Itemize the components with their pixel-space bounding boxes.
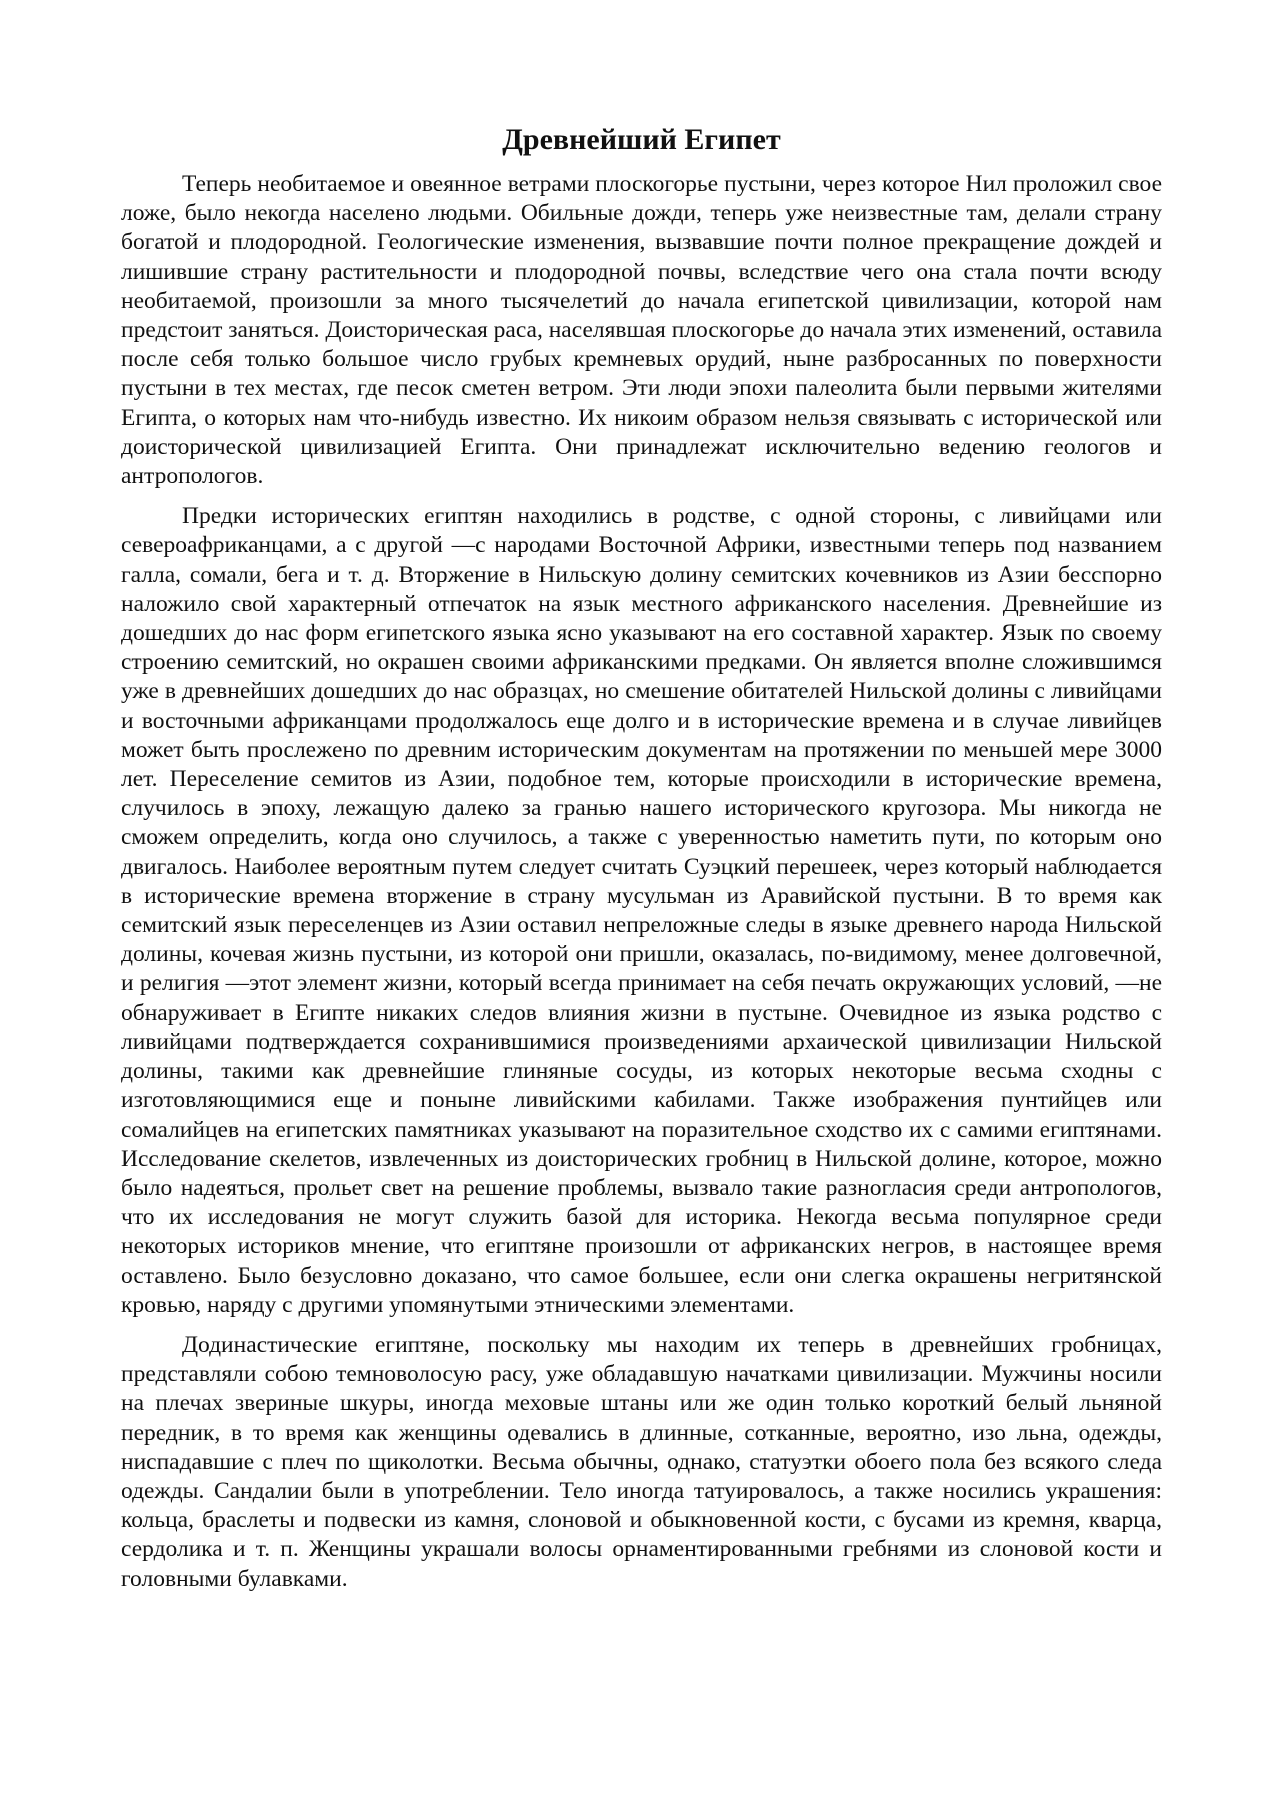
document-body <box>121 118 1162 1605</box>
paragraph-1: Теперь необитаемое и овеянное ветрами плоскогорье пустыни, через которое Нил проложил свое ложе, было некогда населено людьми. Обильные дожди, теперь уже неизвестные там, делали страну богатой и плодородной. Геологические изменения, вызвавшие почти полное прекращение дождей и лишившие страну растительности и плодородной почвы, вследствие чего она стала почти всюду необитаемой, произошли за много тысячелетий до начала египетской цивилизации, которой нам предстоит заняться. Доисторическая раса, населявшая плоскогорье до начала этих изменений, оставила после себя только большое число грубых кремневых орудий, ныне разбросанных по поверхности пустыни в тех местах, где песок сметен ветром. Эти люди эпохи палеолита были первыми жителями Египта, о которых нам что-нибудь известно. Их никоим образом нельзя связывать с исторической или доисторической цивилизацией Египта. Они принадлежат исключительно ведению геологов и антропологов. <box>121 171 1162 490</box>
paragraph-3: Додинастические египтяне, поскольку мы находим их теперь в древнейших гробницах, представляли собою темноволосую расу, уже обладавшую начатками цивилизации. Мужчины носили на плечах звериные шкуры, иногда меховые штаны или же один только короткий белый льняной передник, в то время как женщины одевались в длинные, сотканные, вероятно, изо льна, одежды, ниспадавшие с плеч по щиколотки. Весьма обычны, однако, статуэтки обоего пола без всякого следа одежды. Сандалии были в употреблении. Тело иногда татуировалось, а также носились украшения: кольца, браслеты и подвески из камня, слоновой и обыкновенной кости, с бусами из кремня, кварца, сердолика и т. п. Женщины украшали волосы орнаментированными гребнями из слоновой кости и головными булавками. <box>121 1331 1162 1592</box>
paragraph-2: Предки исторических египтян находились в родстве, с одной стороны, с ливийцами или североафриканцами, а с другой —с народами Восточной Африки, известными теперь под названием галла, сомали, бега и т. д. Вторжение в Нильскую долину семитских кочевников из Азии бесспорно наложило свой характерный отпечаток на язык местного африканского населения. Древнейшие из дошедших до нас форм египетского языка ясно указывают на его составной характер. Язык по своему строению семитский, но окрашен своими африканскими предками. Он является вполне сложившимся уже в древнейших дошедших до нас образцах, но смешение обитателей Нильской долины с ливийцами и восточными африканцами продолжалось еще долго и в исторические времена и в случае ливийцев может быть прослежено по древним историческим документам на протяжении по меньшей мере 3000 лет. Переселение семитов из Азии, подобное тем, которые происходили в исторические времена, случилось в эпоху, лежащую далеко за гранью нашего исторического кругозора. Мы никогда не сможем определить, когда оно случилось, а также с уверенностью наметить пути, по которым оно двигалось. Наиболее вероятным путем следует считать Суэцкий перешеек, через который наблюдается в исторические времена вторжение в страну мусульман из Аравийской пустыни. В то время как семитский язык переселенцев из Азии оставил непреложные следы в языке древнего народа Нильской долины, кочевая жизнь пустыни, из которой они пришли, оказалась, по-видимому, менее долговечной, и религия —этот элемент жизни, который всегда принимает на себя печать окружающих условий, —не обнаруживает в Египте никаких следов влияния жизни в пустыне. Очевидное из языка родство с ливийцами подтверждается сохранившимися произведениями архаической цивилизации Нильской долины, такими как древнейшие глиняные сосуды, из которых некоторые весьма сходны с изготовляющимися еще и поныне ливийскими кабилами. Также изображения пунтийцев или сомалийцев на египетских памятниках указывают на поразительное сходство их с самими египтянами. Исследование скелетов, извлеченных из доисторических гробниц в Нильской долине, которое, можно было надеяться, прольет свет на решение проблемы, вызвало такие разногласия среди антропологов, что их исследования не могут служить базой для историка. Некогда весьма популярное среди некоторых историков мнение, что египтяне произошли от африканских негров, в настоящее время оставлено. Было безусловно доказано, что самое большее, если они слегка окрашены негритянской кровью, наряду с другими упомянутыми этническими элементами. <box>121 503 1162 1318</box>
document-title: Древнейший Египет <box>502 123 781 156</box>
